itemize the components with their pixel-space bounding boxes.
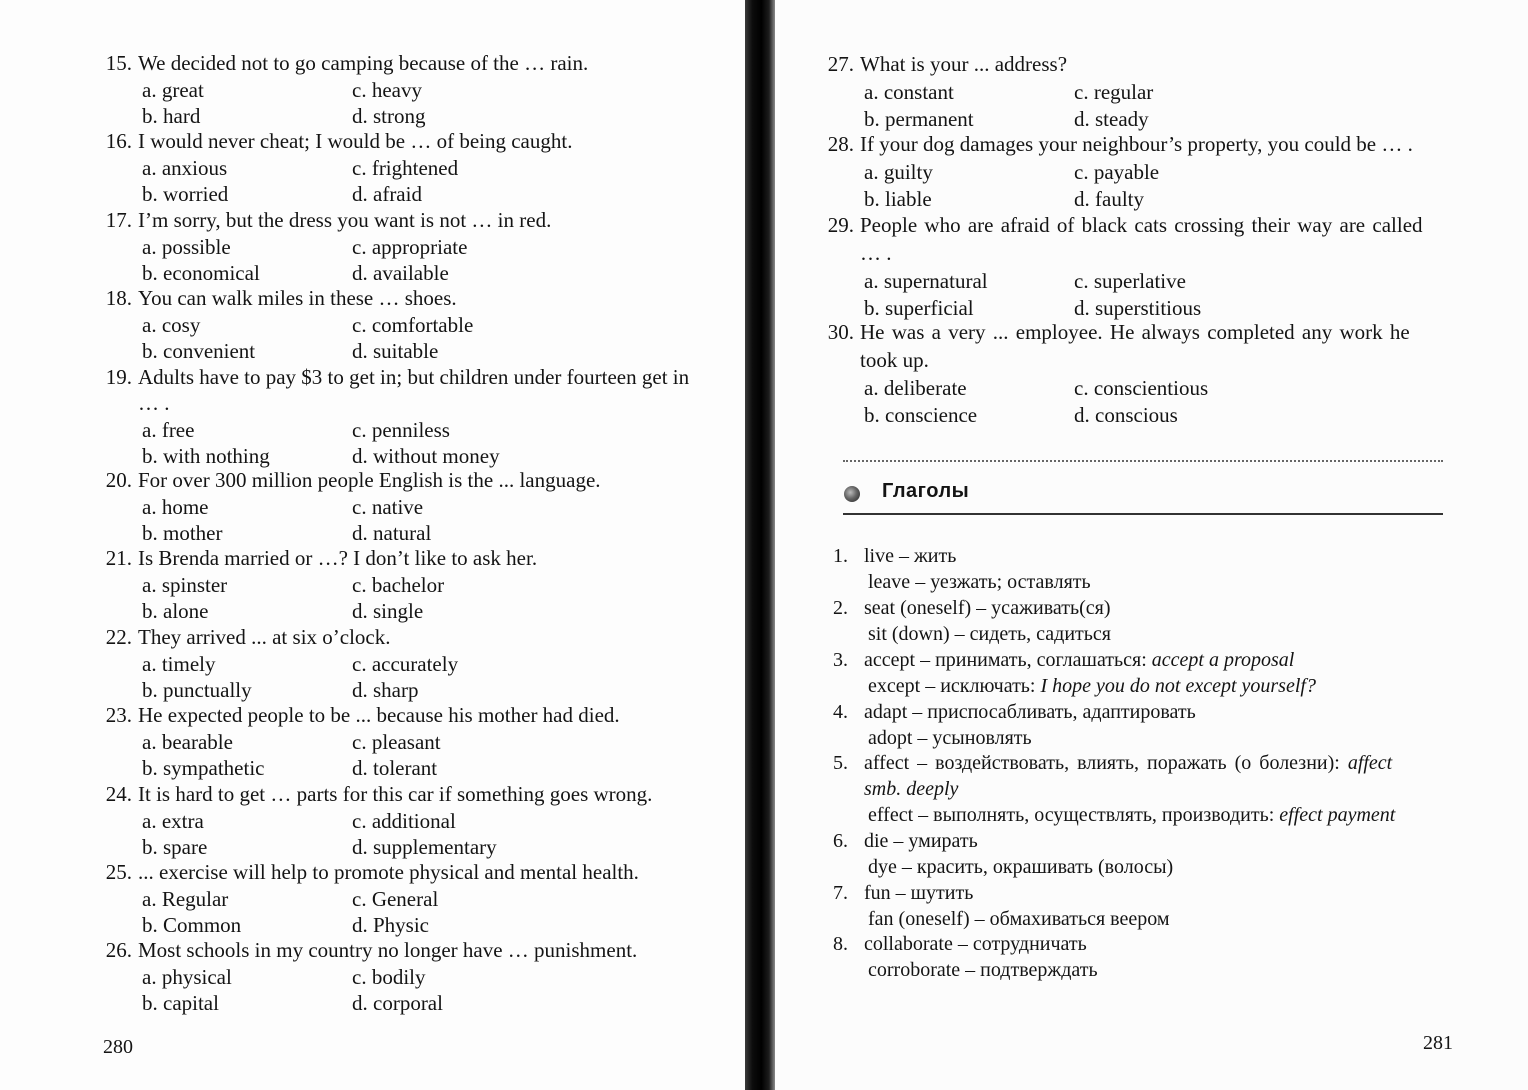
question-text-line: For over 300 million people English is the ... language. xyxy=(138,468,601,492)
left-page xyxy=(0,0,745,1090)
option-a: a. free xyxy=(142,418,195,442)
question-number: 26. xyxy=(105,938,132,962)
option-c: c. appropriate xyxy=(352,235,468,259)
option-d: d. tolerant xyxy=(352,756,438,780)
verb-line xyxy=(864,596,1110,620)
option-a: a. great xyxy=(142,78,204,102)
section-bullet-icon xyxy=(844,486,860,502)
verb-line xyxy=(864,777,958,801)
verb-definition: sit (down) – сидеть, садиться xyxy=(868,623,1111,645)
verb-definition: affect – воздействовать, влиять, поражать (о болезни): xyxy=(864,752,1348,774)
option-c: c. additional xyxy=(352,809,456,833)
verb-number: 1. xyxy=(833,545,848,567)
verb-example: accept a proposal xyxy=(1151,649,1295,671)
verb-definition: except – исключать: xyxy=(868,675,1041,697)
question-number: 17. xyxy=(105,208,132,232)
question-text-line: He was a very ... employee. He always completed any work he xyxy=(860,320,1410,344)
question-text-line: … . xyxy=(860,241,892,265)
option-c: c. bachelor xyxy=(352,573,445,597)
verb-definition: collaborate – сотрудничать xyxy=(864,933,1087,955)
option-d: d. without money xyxy=(352,444,500,468)
option-a: a. home xyxy=(142,495,209,519)
verb-number: 5. xyxy=(833,752,848,774)
verb-number: 8. xyxy=(833,933,848,955)
question-number: 20. xyxy=(105,468,132,492)
option-b: b. economical xyxy=(142,261,260,285)
verb-number: 3. xyxy=(833,649,848,671)
question-number: 23. xyxy=(105,703,132,727)
verb-line xyxy=(868,726,1032,750)
option-d: d. afraid xyxy=(352,182,422,206)
question-text-line: took up. xyxy=(860,348,929,372)
verb-definition: accept – принимать, соглашаться: xyxy=(864,649,1152,671)
option-c: c. conscientious xyxy=(1074,376,1209,400)
page-number-right: 281 xyxy=(1423,1032,1453,1054)
verb-line xyxy=(864,544,956,568)
option-a: a. anxious xyxy=(142,156,228,180)
verb-line xyxy=(864,700,1196,724)
verb-definition: fan (oneself) – обмахиваться веером xyxy=(868,908,1170,930)
question-number: 16. xyxy=(105,129,132,153)
verb-line xyxy=(868,622,1111,646)
option-c: c. comfortable xyxy=(352,313,474,337)
option-d: d. suitable xyxy=(352,339,439,363)
verb-line xyxy=(864,932,1087,956)
question-number: 21. xyxy=(105,546,132,570)
option-d: d. supplementary xyxy=(352,835,497,859)
question-text-line: People who are afraid of black cats crossing their way are called xyxy=(860,213,1423,237)
question-text-line: If your dog damages your neighbour’s property, you could be … . xyxy=(860,132,1413,156)
verb-line xyxy=(868,907,1170,931)
question-text-line: They arrived ... at six o’clock. xyxy=(138,625,391,649)
option-d: d. Physic xyxy=(352,913,430,937)
verb-line xyxy=(868,958,1098,982)
option-c: c. heavy xyxy=(352,78,422,102)
option-d: d. natural xyxy=(352,521,432,545)
option-a: a. guilty xyxy=(864,160,933,184)
question-text-line: … . xyxy=(138,391,170,415)
section-divider-bottom xyxy=(843,513,1443,515)
option-b: b. liable xyxy=(864,187,932,211)
option-b: b. capital xyxy=(142,991,219,1015)
option-a: a. supernatural xyxy=(864,269,988,293)
option-d: d. conscious xyxy=(1074,403,1178,427)
option-b: b. hard xyxy=(142,104,201,128)
verb-definition: dye – красить, окрашивать (волосы) xyxy=(868,856,1174,878)
option-a: a. cosy xyxy=(142,313,201,337)
verb-definition: die – умирать xyxy=(864,830,978,852)
option-b: b. with nothing xyxy=(142,444,270,468)
question-number: 19. xyxy=(105,365,132,389)
page-number-left: 280 xyxy=(103,1036,133,1058)
question-text-line: You can walk miles in these … shoes. xyxy=(138,286,457,310)
option-a: a. bearable xyxy=(142,730,233,754)
verb-line xyxy=(864,751,1392,775)
verb-line xyxy=(868,803,1395,827)
verb-definition: live – жить xyxy=(864,545,957,567)
option-a: a. extra xyxy=(142,809,204,833)
question-text-line: He expected people to be ... because his mother had died. xyxy=(138,703,620,727)
option-d: d. faulty xyxy=(1074,187,1144,211)
question-number: 25. xyxy=(105,860,132,884)
question-number: 22. xyxy=(105,625,132,649)
option-b: b. spare xyxy=(142,835,208,859)
question-text-line: Most schools in my country no longer have … punishment. xyxy=(138,938,638,962)
option-d: d. superstitious xyxy=(1074,296,1202,320)
option-b: b. punctually xyxy=(142,678,252,702)
option-b: b. mother xyxy=(142,521,223,545)
verb-example: affect xyxy=(1347,752,1393,774)
verb-example: I hope you do not except yourself? xyxy=(1040,675,1316,697)
question-text-line: Adults have to pay $3 to get in; but children under fourteen get in xyxy=(138,365,690,389)
option-c: c. regular xyxy=(1074,80,1154,104)
verb-number: 4. xyxy=(833,701,848,723)
verb-definition: fun – шутить xyxy=(864,882,974,904)
question-text-line: It is hard to get … parts for this car if something goes wrong. xyxy=(138,782,653,806)
question-text-line: Is Brenda married or …? I don’t like to ask her. xyxy=(138,546,538,570)
question-number: 28. xyxy=(827,132,854,156)
question-text-line: I would never cheat; I would be … of being caught. xyxy=(138,129,573,153)
verb-number: 7. xyxy=(833,882,848,904)
verb-definition: leave – уезжать; оставлять xyxy=(868,571,1091,593)
option-c: c. bodily xyxy=(352,965,426,989)
option-b: b. permanent xyxy=(864,107,974,131)
question-number: 15. xyxy=(105,51,132,75)
question-text-line: I’m sorry, but the dress you want is not … in red. xyxy=(138,208,552,232)
option-c: c. accurately xyxy=(352,652,459,676)
verb-definition: adopt – усыновлять xyxy=(868,727,1032,749)
verb-number: 6. xyxy=(833,830,848,852)
option-d: d. steady xyxy=(1074,107,1149,131)
option-c: c. native xyxy=(352,495,424,519)
option-a: a. constant xyxy=(864,80,954,104)
option-d: d. available xyxy=(352,261,449,285)
option-c: c. frightened xyxy=(352,156,459,180)
option-b: b. conscience xyxy=(864,403,978,427)
question-number: 27. xyxy=(827,52,854,76)
option-d: d. single xyxy=(352,599,424,623)
option-c: c. superlative xyxy=(1074,269,1186,293)
verb-definition: effect – выполнять, осуществлять, производить: xyxy=(868,804,1280,826)
verb-line xyxy=(868,570,1091,594)
verb-definition: seat (oneself) – усаживать(ся) xyxy=(864,597,1111,619)
option-b: b. convenient xyxy=(142,339,256,363)
option-d: d. sharp xyxy=(352,678,419,702)
option-a: a. Regular xyxy=(142,887,229,911)
verb-example: smb. deeply xyxy=(864,778,959,800)
verb-line xyxy=(868,855,1173,879)
verb-definition: corroborate – подтверждать xyxy=(868,959,1098,981)
option-c: c. penniless xyxy=(352,418,450,442)
question-number: 24. xyxy=(105,782,132,806)
verb-line xyxy=(864,881,973,905)
verb-line xyxy=(864,829,978,853)
book-spine xyxy=(745,0,775,1090)
option-a: a. timely xyxy=(142,652,216,676)
verb-number: 2. xyxy=(833,597,848,619)
option-a: a. spinster xyxy=(142,573,228,597)
option-b: b. superficial xyxy=(864,296,974,320)
question-number: 30. xyxy=(827,320,854,344)
option-b: b. alone xyxy=(142,599,209,623)
option-b: b. worried xyxy=(142,182,229,206)
option-c: c. General xyxy=(352,887,439,911)
question-text-line: ... exercise will help to promote physical and mental health. xyxy=(138,860,639,884)
verb-line xyxy=(868,674,1316,698)
question-text-line: What is your ... address? xyxy=(860,52,1068,76)
option-c: c. pleasant xyxy=(352,730,441,754)
option-b: b. Common xyxy=(142,913,242,937)
option-a: a. possible xyxy=(142,235,231,259)
option-a: a. deliberate xyxy=(864,376,967,400)
option-a: a. physical xyxy=(142,965,232,989)
question-text-line: We decided not to go camping because of the … rain. xyxy=(138,51,589,75)
option-d: d. strong xyxy=(352,104,426,128)
verb-example: effect payment xyxy=(1279,804,1396,826)
section-divider-top xyxy=(843,460,1443,462)
option-d: d. corporal xyxy=(352,991,443,1015)
section-title: Глаголы xyxy=(882,480,970,502)
option-c: c. payable xyxy=(1074,160,1160,184)
verb-line xyxy=(864,648,1294,672)
question-number: 18. xyxy=(105,286,132,310)
question-number: 29. xyxy=(827,213,854,237)
option-b: b. sympathetic xyxy=(142,756,265,780)
verb-definition: adapt – приспосабливать, адаптировать xyxy=(864,701,1196,723)
